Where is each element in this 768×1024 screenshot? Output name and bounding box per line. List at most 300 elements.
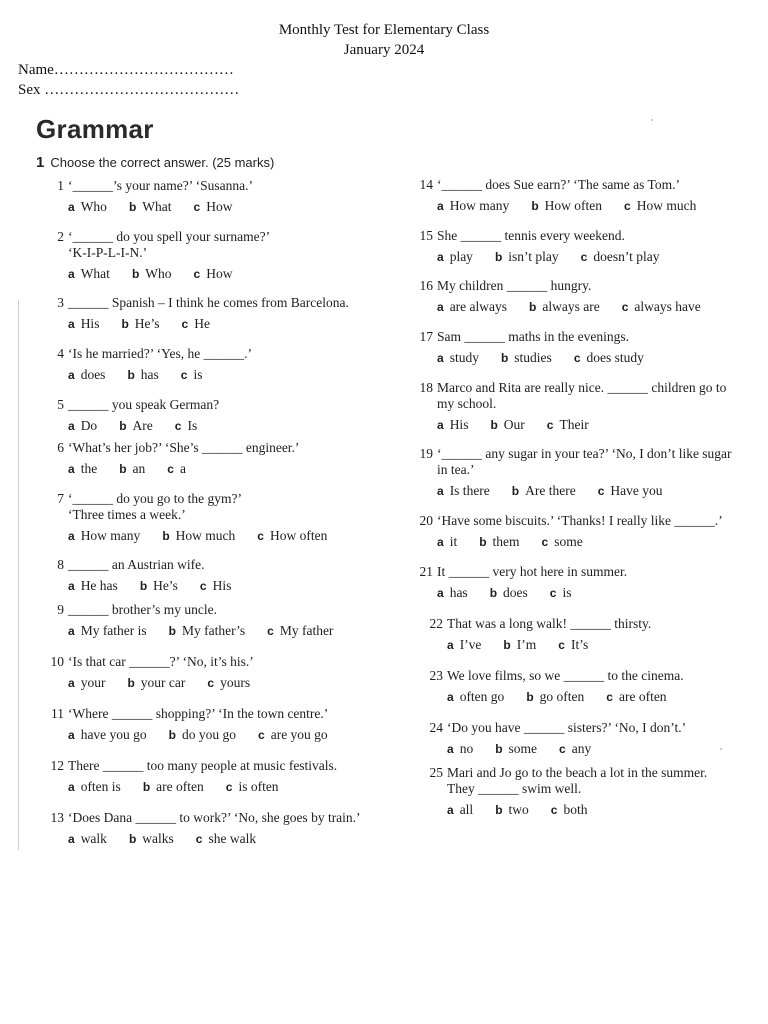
answer-option-c[interactable] <box>622 299 701 315</box>
option-letter: b <box>119 419 127 433</box>
answer-options <box>437 350 666 366</box>
option-text: Our <box>503 417 525 432</box>
option-text: always have <box>634 299 701 314</box>
question-stem: ______ an Austrian wife. <box>68 557 205 572</box>
answer-option-a[interactable] <box>68 367 105 383</box>
question-22 <box>429 616 652 653</box>
instruction-text: Choose the correct answer. (25 marks) <box>50 155 275 170</box>
answer-option-c[interactable] <box>207 675 250 691</box>
answer-option-b[interactable] <box>129 831 174 847</box>
answer-option-a[interactable] <box>68 727 147 743</box>
option-letter: c <box>199 579 207 593</box>
option-text: no <box>459 741 474 756</box>
answer-option-b[interactable] <box>127 675 185 691</box>
question-stem: ______ brother’s my uncle. <box>68 602 217 617</box>
option-letter: c <box>181 317 189 331</box>
question-stem: ______ you speak German? <box>68 397 220 412</box>
answer-options <box>437 534 723 550</box>
question-stem: That was a long walk! ______ thirsty. <box>447 616 652 631</box>
scan-edge-line <box>18 300 19 850</box>
name-field-line: Name……………………………… <box>18 62 234 78</box>
answer-option-c[interactable] <box>194 199 233 215</box>
option-text: How <box>206 266 233 281</box>
answer-option-c[interactable] <box>167 461 186 477</box>
answer-option-b[interactable] <box>140 578 178 594</box>
question-stem: ______ Spanish – I think he comes from Barcelona. <box>68 295 349 310</box>
answer-option-c[interactable] <box>182 316 210 332</box>
answer-option-c[interactable] <box>574 350 644 366</box>
answer-option-a[interactable] <box>68 528 140 544</box>
question-20 <box>419 513 723 550</box>
option-text: are always <box>449 299 508 314</box>
answer-options <box>437 299 723 315</box>
answer-options <box>68 727 350 743</box>
option-text: is often <box>238 779 279 794</box>
option-text: Is <box>187 418 198 433</box>
answer-options <box>68 461 299 477</box>
option-letter: a <box>68 780 75 794</box>
answer-option-c[interactable] <box>559 741 591 757</box>
answer-option-b[interactable] <box>490 417 524 433</box>
question-stem: It ______ very hot here in summer. <box>437 564 628 579</box>
option-text: have you go <box>80 727 147 742</box>
answer-option-b[interactable] <box>479 534 519 550</box>
option-letter: a <box>447 690 454 704</box>
option-letter: b <box>127 676 135 690</box>
answer-options <box>437 417 726 433</box>
option-letter: a <box>437 484 444 498</box>
question-stem: My children ______ hungry. <box>437 278 592 293</box>
option-text: I’ve <box>459 637 482 652</box>
answer-option-b[interactable] <box>495 741 537 757</box>
option-text: study <box>449 350 479 365</box>
option-letter: c <box>550 803 558 817</box>
question-stem: Marco and Rita are really nice. ______ children go to my school. <box>437 380 727 411</box>
option-text: I’m <box>516 637 537 652</box>
answer-option-a[interactable] <box>437 350 479 366</box>
answer-option-a[interactable] <box>447 637 481 653</box>
question-stem: She ______ tennis every weekend. <box>437 228 625 243</box>
answer-option-a[interactable] <box>447 741 473 757</box>
question-number: 23 <box>429 668 443 683</box>
question-number: 25 <box>429 765 443 780</box>
answer-option-a[interactable] <box>68 199 107 215</box>
answer-option-a[interactable] <box>68 578 118 594</box>
question-2 <box>57 229 271 282</box>
question-stem: ‘Is he married?’ ‘Yes, he ______.’ <box>68 346 252 361</box>
answer-option-b[interactable] <box>127 367 158 383</box>
option-letter: a <box>437 418 444 432</box>
question-stem: ‘Is that car ______?’ ‘No, it’s his.’ <box>68 654 254 669</box>
option-letter: b <box>526 690 534 704</box>
question-3 <box>57 295 349 332</box>
option-letter: a <box>437 351 444 365</box>
option-text: How many <box>449 198 510 213</box>
option-text: go often <box>539 689 585 704</box>
question-8 <box>57 557 253 594</box>
answer-option-a[interactable] <box>437 534 457 550</box>
answer-option-b[interactable] <box>503 637 536 653</box>
option-text: has <box>449 585 468 600</box>
option-letter: a <box>68 728 75 742</box>
option-text: an <box>132 461 146 476</box>
option-letter: c <box>207 676 215 690</box>
option-letter: a <box>68 368 75 382</box>
answer-option-a[interactable] <box>437 417 468 433</box>
question-stem: There ______ too many people at music festivals. <box>68 758 338 773</box>
answer-option-a[interactable] <box>68 779 121 795</box>
answer-options <box>68 199 254 215</box>
question-number: 14 <box>419 177 433 192</box>
question-number: 13 <box>50 810 64 825</box>
answer-option-a[interactable] <box>437 483 490 499</box>
option-letter: a <box>68 462 75 476</box>
answer-options <box>68 779 337 795</box>
answer-option-c[interactable] <box>551 802 588 818</box>
answer-option-b[interactable] <box>119 418 153 434</box>
option-letter: a <box>68 267 75 281</box>
option-text: He’s <box>134 316 160 331</box>
answer-options <box>447 802 707 818</box>
answer-option-a[interactable] <box>68 266 110 282</box>
option-text: some <box>554 534 583 549</box>
answer-option-c[interactable] <box>624 198 696 214</box>
sex-field-line: Sex ………………………………… <box>18 82 240 98</box>
option-text: Are <box>132 418 153 433</box>
answer-options <box>437 198 718 214</box>
option-letter: c <box>193 267 201 281</box>
option-text: is <box>562 585 572 600</box>
option-text: two <box>508 802 529 817</box>
answer-option-a[interactable] <box>447 802 473 818</box>
option-letter: c <box>257 529 264 543</box>
answer-option-a[interactable] <box>437 198 509 214</box>
question-number: 18 <box>419 380 433 395</box>
answer-option-a[interactable] <box>437 249 473 265</box>
option-letter: c <box>174 419 182 433</box>
question-stem: ‘______ do you go to the gym?’ ‘Three times a week.’ <box>68 491 242 522</box>
test-title: Monthly Test for Elementary Class <box>278 22 490 38</box>
option-text: Are there <box>525 483 576 498</box>
answer-option-b[interactable] <box>119 461 145 477</box>
option-letter: c <box>546 418 554 432</box>
question-stem: ‘Does Dana ______ to work?’ ‘No, she goes by train.’ <box>68 810 361 825</box>
question-number: 6 <box>57 440 64 455</box>
section-heading: Grammar <box>36 114 154 144</box>
option-letter: a <box>447 638 454 652</box>
option-text: it <box>449 534 458 549</box>
question-18 <box>419 380 727 433</box>
answer-option-c[interactable] <box>200 578 231 594</box>
option-text: are often <box>618 689 667 704</box>
option-text: often go <box>459 689 505 704</box>
option-letter: b <box>511 484 520 498</box>
question-stem: ‘What’s her job?’ ‘She’s ______ engineer.’ <box>68 440 300 455</box>
question-number: 5 <box>57 397 64 412</box>
option-text: Have you <box>610 483 663 498</box>
option-text: both <box>563 802 588 817</box>
answer-option-b[interactable] <box>143 779 204 795</box>
option-text: has <box>140 367 159 382</box>
answer-option-a[interactable] <box>68 316 99 332</box>
question-number: 17 <box>419 329 433 344</box>
option-text: are often <box>156 779 204 794</box>
answer-options <box>68 316 349 332</box>
answer-option-b[interactable] <box>501 350 552 366</box>
option-text: walks <box>142 831 174 846</box>
question-stem: Sam ______ maths in the evenings. <box>437 329 629 344</box>
answer-options <box>447 741 686 757</box>
option-letter: b <box>162 529 170 543</box>
question-21 <box>419 564 628 601</box>
option-text: yours <box>220 675 251 690</box>
question-13 <box>50 810 361 847</box>
answer-option-a[interactable] <box>68 675 105 691</box>
answer-option-c[interactable] <box>226 779 279 795</box>
option-letter: a <box>437 199 444 213</box>
answer-option-b[interactable] <box>495 802 529 818</box>
option-text: your <box>80 675 106 690</box>
option-letter: a <box>68 419 75 433</box>
option-text: do you go <box>182 727 237 742</box>
question-number: 2 <box>57 229 64 244</box>
question-stem: ‘______’s your name?’ ‘Susanna.’ <box>68 178 253 193</box>
answer-option-c[interactable] <box>194 266 233 282</box>
answer-option-c[interactable] <box>196 831 256 847</box>
question-number: 15 <box>419 228 433 243</box>
question-4 <box>57 346 252 383</box>
answer-options <box>68 623 355 639</box>
option-letter: b <box>128 832 137 846</box>
option-text: He has <box>80 578 118 593</box>
answer-options <box>447 689 689 705</box>
option-text: How often <box>544 198 603 213</box>
test-date: January 2024 <box>343 42 425 58</box>
answer-options <box>68 578 253 594</box>
answer-option-b[interactable] <box>121 316 159 332</box>
option-letter: b <box>479 535 487 549</box>
answer-option-b[interactable] <box>132 266 172 282</box>
option-letter: a <box>447 742 454 756</box>
answer-option-b[interactable] <box>129 199 172 215</box>
question-number: 8 <box>57 557 64 572</box>
question-number: 21 <box>419 564 433 579</box>
answer-options <box>68 266 270 282</box>
option-letter: b <box>131 267 140 281</box>
question-stem: ‘Do you have ______ sisters?’ ‘No, I don’t.’ <box>447 720 687 735</box>
option-text: What <box>80 266 110 281</box>
answer-option-c[interactable] <box>257 528 327 544</box>
answer-option-c[interactable] <box>581 249 660 265</box>
option-text: does <box>503 585 528 600</box>
question-6 <box>57 440 300 477</box>
question-9 <box>57 602 355 639</box>
option-letter: b <box>168 624 177 638</box>
question-number: 1 <box>57 178 64 193</box>
option-letter: a <box>437 586 444 600</box>
question-stem: ‘______ do you spell your surname?’ ‘K-I-P-L-I-N.’ <box>68 229 271 260</box>
option-letter: a <box>447 803 454 817</box>
answer-option-a[interactable] <box>68 831 107 847</box>
option-text: studies <box>514 350 552 365</box>
question-number: 7 <box>57 491 64 506</box>
answer-option-c[interactable] <box>547 417 589 433</box>
option-letter: b <box>489 586 498 600</box>
answer-option-b[interactable] <box>169 623 245 639</box>
option-letter: a <box>437 535 444 549</box>
option-letter: b <box>168 728 177 742</box>
answer-option-b[interactable] <box>512 483 576 499</box>
option-letter: c <box>573 351 581 365</box>
option-text: How often <box>269 528 328 543</box>
option-text: doesn’t play <box>593 249 660 264</box>
option-letter: c <box>597 484 605 498</box>
answer-option-c[interactable] <box>598 483 663 499</box>
answer-option-c[interactable] <box>558 637 588 653</box>
answer-options <box>68 831 361 847</box>
answer-option-c[interactable] <box>175 418 197 434</box>
option-letter: b <box>529 300 537 314</box>
answer-option-b[interactable] <box>495 249 559 265</box>
question-5 <box>57 397 220 434</box>
option-text: your car <box>140 675 186 690</box>
option-letter: c <box>167 462 174 476</box>
option-text: a <box>179 461 186 476</box>
instruction <box>36 154 274 171</box>
option-text: always are <box>542 299 600 314</box>
question-number: 19 <box>419 446 433 461</box>
answer-options <box>447 637 651 653</box>
question-24 <box>429 720 687 757</box>
answer-option-b[interactable] <box>169 727 236 743</box>
option-text: them <box>492 534 520 549</box>
answer-option-a[interactable] <box>68 461 97 477</box>
question-14 <box>419 177 718 214</box>
option-text: How much <box>636 198 697 213</box>
scan-speck <box>720 748 722 750</box>
answer-option-b[interactable] <box>526 689 584 705</box>
answer-options <box>437 585 627 601</box>
option-text: walk <box>80 831 107 846</box>
question-number: 16 <box>419 278 433 293</box>
option-letter: b <box>119 462 127 476</box>
answer-option-c[interactable] <box>258 727 328 743</box>
option-letter: c <box>580 250 588 264</box>
answer-option-c[interactable] <box>181 367 203 383</box>
question-7 <box>57 491 349 544</box>
question-number: 20 <box>419 513 433 528</box>
answer-option-a[interactable] <box>447 689 504 705</box>
option-letter: c <box>258 728 265 742</box>
question-12 <box>50 758 338 795</box>
option-text: all <box>459 802 474 817</box>
option-letter: a <box>68 317 75 331</box>
question-stem: ‘______ any sugar in your tea?’ ‘No, I don’t like sugar in tea.’ <box>437 446 732 477</box>
option-text: His <box>212 578 232 593</box>
option-text: some <box>508 741 538 756</box>
answer-option-c[interactable] <box>267 623 333 639</box>
option-text: Do <box>80 418 98 433</box>
question-11 <box>51 706 350 743</box>
question-15 <box>419 228 681 265</box>
option-letter: b <box>490 418 498 432</box>
option-text: Who <box>145 266 172 281</box>
option-letter: b <box>531 199 539 213</box>
option-text: the <box>80 461 98 476</box>
answer-option-a[interactable] <box>437 299 507 315</box>
question-19 <box>419 446 732 499</box>
answer-option-c[interactable] <box>550 585 572 601</box>
option-text: Who <box>80 199 107 214</box>
option-letter: c <box>558 638 565 652</box>
option-text: My father <box>279 623 334 638</box>
answer-option-a[interactable] <box>437 585 468 601</box>
option-letter: c <box>193 200 201 214</box>
option-text: play <box>449 249 473 264</box>
question-23 <box>429 668 689 705</box>
option-letter: c <box>606 690 613 704</box>
option-text: How much <box>175 528 236 543</box>
option-text: He <box>194 316 210 331</box>
question-number: 3 <box>57 295 64 310</box>
question-number: 4 <box>57 346 64 361</box>
option-text: My father is <box>80 623 147 638</box>
question-number: 9 <box>57 602 64 617</box>
option-letter: b <box>495 803 503 817</box>
option-letter: c <box>225 780 233 794</box>
answer-option-c[interactable] <box>542 534 583 550</box>
option-text: often is <box>80 779 121 794</box>
answer-option-a[interactable] <box>68 623 147 639</box>
option-letter: b <box>495 742 503 756</box>
option-letter: a <box>68 676 75 690</box>
answer-option-b[interactable] <box>531 198 602 214</box>
option-letter: c <box>559 742 566 756</box>
option-text: is <box>193 367 203 382</box>
option-text: He’s <box>153 578 178 593</box>
question-25 <box>429 765 708 818</box>
question-1 <box>57 178 254 215</box>
option-letter: a <box>68 579 75 593</box>
question-number: 10 <box>50 654 64 669</box>
question-stem: We love films, so we ______ to the cinema. <box>447 668 684 683</box>
answer-options <box>437 483 732 499</box>
question-number: 12 <box>50 758 64 773</box>
option-letter: a <box>68 529 75 543</box>
answer-options <box>68 367 252 383</box>
answer-option-a[interactable] <box>68 418 97 434</box>
answer-options <box>68 528 349 544</box>
option-letter: b <box>139 579 148 593</box>
option-text: Their <box>559 417 589 432</box>
answer-option-b[interactable] <box>162 528 235 544</box>
option-letter: c <box>267 624 274 638</box>
instruction-number: 1 <box>36 154 45 171</box>
option-text: does study <box>586 350 644 365</box>
option-text: isn’t play <box>508 249 559 264</box>
question-17 <box>419 329 666 366</box>
answer-option-b[interactable] <box>490 585 528 601</box>
option-letter: c <box>180 368 188 382</box>
option-text: His <box>80 316 100 331</box>
option-letter: c <box>624 199 631 213</box>
answer-option-c[interactable] <box>606 689 666 705</box>
question-stem: ‘______ does Sue earn?’ ‘The same as Tom.’ <box>437 177 680 192</box>
option-text: It’s <box>570 637 589 652</box>
answer-option-b[interactable] <box>529 299 600 315</box>
scan-speck <box>651 119 653 121</box>
question-stem: Mari and Jo go to the beach a lot in the summer. They ______ swim well. <box>447 765 708 796</box>
